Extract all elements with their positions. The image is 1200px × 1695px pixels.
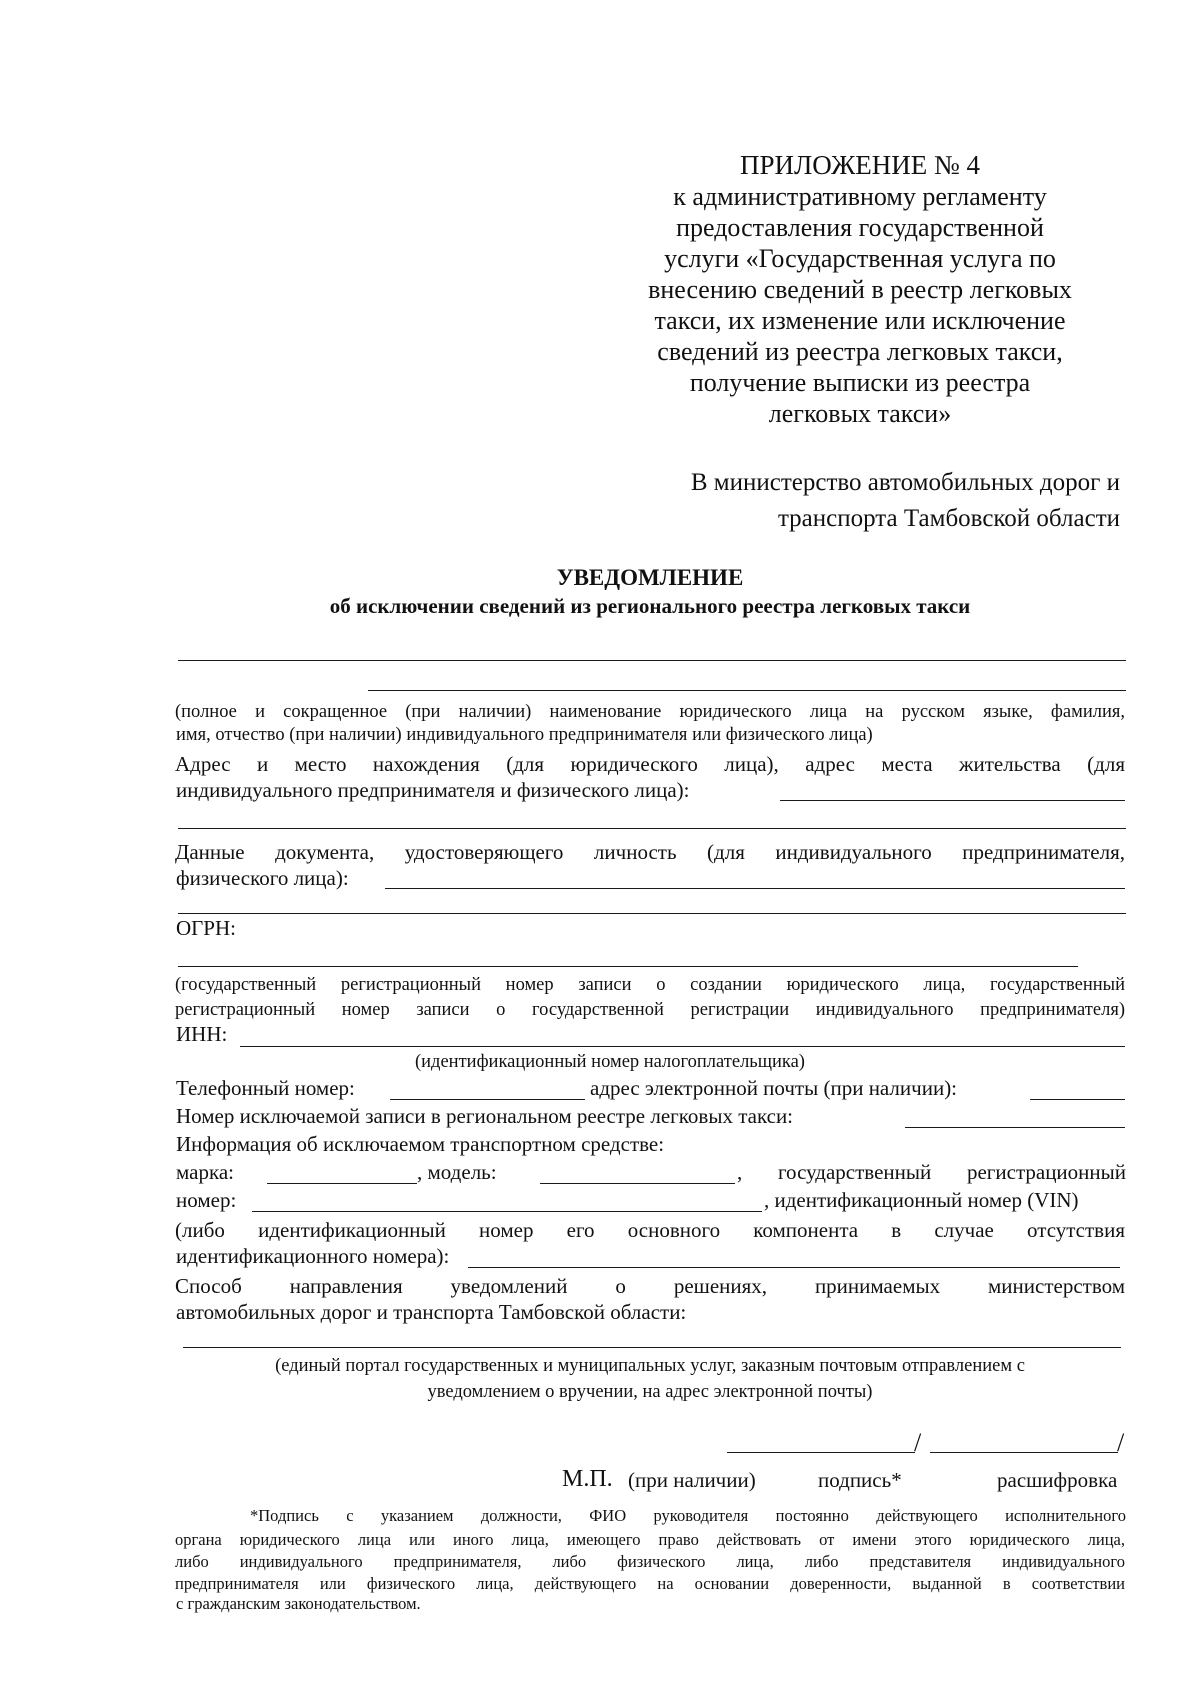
model-field[interactable] bbox=[540, 1183, 735, 1184]
phone-field[interactable] bbox=[390, 1099, 585, 1100]
addressee-line: В министерство автомобильных дорог и bbox=[690, 469, 1120, 496]
document-title: УВЕДОМЛЕНИЕ bbox=[556, 565, 744, 590]
name-line[interactable] bbox=[178, 660, 1126, 661]
footnote: органа юридического лица или иного лица, имеющего право действовать от имени этого юридического лица, bbox=[175, 1530, 1125, 1549]
notify-hint: (единый портал государственных и муниципальных услуг, заказным почтовым отправлением с bbox=[275, 1356, 1025, 1376]
appendix-line: услуги «Государственная услуга по bbox=[664, 244, 1056, 273]
component-field[interactable] bbox=[468, 1267, 1120, 1268]
addressee bbox=[560, 465, 1120, 537]
ogrn-hint: регистрационный номер записи о государственной регистрации индивидуального предпринимателя) bbox=[175, 1000, 1125, 1020]
name-hint: (полное и сокращенное (при наличии) наименование юридического лица на русском языке, фамилия, bbox=[175, 702, 1125, 722]
number-label: номер: bbox=[176, 1188, 237, 1212]
decode-label: расшифровка bbox=[997, 1468, 1118, 1492]
brand-field[interactable] bbox=[267, 1183, 417, 1184]
ogrn-hint: (государственный регистрационный номер записи о создании юридического лица, государственный bbox=[175, 975, 1125, 995]
regnum-label: , государственный регистрационный bbox=[737, 1160, 1126, 1184]
address-label: индивидуального предпринимателя и физического лица): bbox=[176, 778, 690, 802]
appendix-number: ПРИЛОЖЕНИЕ № 4 bbox=[739, 150, 981, 180]
ogrn-field[interactable] bbox=[178, 966, 1078, 967]
model-label: , модель: bbox=[417, 1160, 497, 1184]
footnote: *Подпись с указанием должности, ФИО руководителя постоянно действующего исполнительного bbox=[250, 1506, 1126, 1525]
email-label: адрес электронной почты (при наличии): bbox=[590, 1076, 958, 1100]
address-field[interactable] bbox=[178, 828, 1126, 829]
number-field[interactable] bbox=[252, 1211, 762, 1212]
phone-label: Телефонный номер: bbox=[176, 1076, 355, 1100]
signature-label: подпись* bbox=[818, 1468, 902, 1492]
mp-hint: (при наличии) bbox=[628, 1468, 756, 1492]
document-subtitle: об исключении сведений из регионального реестра легковых такси bbox=[329, 594, 971, 618]
appendix-line: легковых такси» bbox=[768, 399, 952, 428]
appendix-line: предоставления государственной bbox=[676, 213, 1044, 242]
ogrn-label: ОГРН: bbox=[176, 916, 236, 940]
footnote: предпринимателя или физического лица, действующего на основании доверенности, выданной в соответствии bbox=[175, 1574, 1125, 1593]
appendix-line: получение выписки из реестра bbox=[689, 368, 1031, 397]
brand-label: марка: bbox=[176, 1160, 235, 1184]
appendix-header bbox=[625, 150, 1095, 429]
inn-label: ИНН: bbox=[176, 1022, 228, 1046]
decode-field[interactable] bbox=[930, 1452, 1118, 1453]
footnote: с гражданским законодательством. bbox=[176, 1594, 421, 1613]
notify-label: Способ направления уведомлений о решениях, принимаемых министерством bbox=[175, 1274, 1125, 1298]
notify-field[interactable] bbox=[183, 1347, 1121, 1348]
appendix-line: внесению сведений в реестр легковых bbox=[648, 275, 1072, 304]
appendix-line: к административному регламенту bbox=[673, 182, 1047, 211]
footnote: либо индивидуального предпринимателя, либо физического лица, либо представителя индивидуального bbox=[175, 1552, 1125, 1571]
address-field[interactable] bbox=[780, 800, 1125, 801]
vin-label: , идентификационный номер (VIN) bbox=[764, 1188, 1079, 1212]
id-document-label: физического лица): bbox=[176, 866, 349, 890]
notify-label: автомобильных дорог и транспорта Тамбовской области: bbox=[176, 1300, 687, 1324]
appendix-line: такси, их изменение или исключение bbox=[654, 306, 1066, 335]
id-document-label: Данные документа, удостоверяющего личность (для индивидуального предпринимателя, bbox=[175, 840, 1125, 864]
decode-slash: / bbox=[1117, 1428, 1125, 1457]
notify-hint: уведомлением о вручении, на адрес электронной почты) bbox=[427, 1382, 873, 1402]
id-document-field[interactable] bbox=[178, 913, 1126, 914]
name-line[interactable] bbox=[368, 690, 1126, 691]
signature-field[interactable] bbox=[727, 1452, 915, 1453]
signature-slash: / bbox=[914, 1428, 922, 1457]
component-label: (либо идентификационный номер его основного компонента в случае отсутствия bbox=[175, 1218, 1125, 1242]
name-hint: имя, отчество (при наличии) индивидуального предпринимателя или физического лица) bbox=[176, 725, 873, 745]
id-document-field[interactable] bbox=[385, 888, 1125, 889]
record-label: Номер исключаемой записи в региональном реестре легковых такси: bbox=[176, 1104, 794, 1128]
address-label: Адрес и место нахождения (для юридического лица), адрес места жительства (для bbox=[175, 752, 1125, 776]
component-label: идентификационного номера): bbox=[176, 1244, 450, 1268]
inn-hint: (идентификационный номер налогоплательщика) bbox=[415, 1052, 805, 1072]
vehicle-info-label: Информация об исключаемом транспортном средстве: bbox=[176, 1132, 665, 1156]
email-field[interactable] bbox=[1030, 1099, 1125, 1100]
mp-label: М.П. bbox=[562, 1466, 613, 1492]
inn-field[interactable] bbox=[240, 1046, 1125, 1047]
addressee-line: транспорта Тамбовской области bbox=[777, 505, 1120, 532]
appendix-line: сведений из реестра легковых такси, bbox=[657, 337, 1063, 366]
record-field[interactable] bbox=[905, 1127, 1125, 1128]
